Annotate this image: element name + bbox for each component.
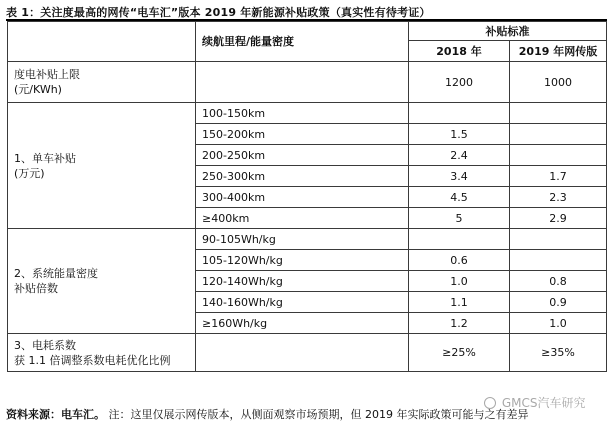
watermark xyxy=(484,394,585,411)
metric-cell: 120-140Wh/kg xyxy=(196,271,409,292)
section-label-line: 度电补贴上限 xyxy=(14,68,80,81)
value-2019-cell: 2.9 xyxy=(510,208,607,229)
value-2019-cell: 1000 xyxy=(510,62,607,103)
section-label xyxy=(8,229,196,334)
value-2019-cell xyxy=(510,145,607,166)
table-caption: 表 1：关注度最高的网传“电车汇”版本 2019 年新能源补贴政策（真实性有待考证） xyxy=(6,6,431,19)
table-row xyxy=(8,229,607,250)
source-label: 资料来源：电车汇。 xyxy=(6,408,105,421)
section-label-line: 3、电耗系数 xyxy=(14,338,76,352)
value-2019-cell: 0.8 xyxy=(510,271,607,292)
value-2019-cell: 1.7 xyxy=(510,166,607,187)
value-2019-cell: ≥35% xyxy=(510,334,607,372)
value-2018-cell xyxy=(409,103,510,124)
metric-cell: ≥400km xyxy=(196,208,409,229)
section-label xyxy=(8,334,196,372)
table-row xyxy=(8,334,607,372)
value-2019-cell xyxy=(510,124,607,145)
value-2018-cell: 0.6 xyxy=(409,250,510,271)
metric-cell: 300-400km xyxy=(196,187,409,208)
value-2018-cell xyxy=(409,229,510,250)
metric-cell: 105-120Wh/kg xyxy=(196,250,409,271)
value-2019-cell: 0.9 xyxy=(510,292,607,313)
subsidy-policy-table xyxy=(7,21,607,372)
section-label-line: 获 1.1 倍调整系数电耗优化比例 xyxy=(14,353,171,367)
metric-cell: ≥160Wh/kg xyxy=(196,313,409,334)
section-label-line: 补贴倍数 xyxy=(14,282,58,295)
section-label-line: (万元) xyxy=(14,166,45,180)
section-label xyxy=(8,62,196,103)
metric-cell: 90-105Wh/kg xyxy=(196,229,409,250)
header-subsidy-standard: 补贴标准 xyxy=(409,22,607,41)
section-label-line: (元/KWh) xyxy=(14,83,62,96)
value-2018-cell: 3.4 xyxy=(409,166,510,187)
metric-cell: 140-160Wh/kg xyxy=(196,292,409,313)
value-2018-cell: 1.2 xyxy=(409,313,510,334)
metric-cell: 250-300km xyxy=(196,166,409,187)
value-2018-cell: 1.5 xyxy=(409,124,510,145)
metric-cell: 100-150km xyxy=(196,103,409,124)
section-label-line: 1、单车补贴 xyxy=(14,151,76,165)
header-blank-cell xyxy=(8,22,196,62)
watermark-text: GMCS汽车研究 xyxy=(501,396,586,410)
table-row xyxy=(8,62,607,103)
metric-cell xyxy=(196,62,409,103)
header-2018: 2018 年 xyxy=(409,41,510,62)
value-2018-cell: 1.1 xyxy=(409,292,510,313)
table-row xyxy=(8,103,607,124)
value-2019-cell xyxy=(510,250,607,271)
header-row-1 xyxy=(8,22,607,41)
metric-cell: 200-250km xyxy=(196,145,409,166)
note-text: 注：这里仅展示网传版本，从侧面观察市场预期，但 2019 年实际政策可能与之有差异 xyxy=(108,408,529,421)
value-2019-cell: 2.3 xyxy=(510,187,607,208)
source-note xyxy=(6,406,529,422)
header-2019: 2019 年网传版 xyxy=(510,41,607,62)
value-2018-cell: 5 xyxy=(409,208,510,229)
value-2018-cell: 4.5 xyxy=(409,187,510,208)
value-2019-cell: 1.0 xyxy=(510,313,607,334)
value-2018-cell: 2.4 xyxy=(409,145,510,166)
value-2018-cell: 1200 xyxy=(409,62,510,103)
value-2018-cell: ≥25% xyxy=(409,334,510,372)
value-2019-cell xyxy=(510,103,607,124)
section-label-line: 2、系统能量密度 xyxy=(14,267,98,280)
section-label xyxy=(8,103,196,229)
value-2018-cell: 1.0 xyxy=(409,271,510,292)
watermark-logo-icon xyxy=(484,397,496,409)
value-2019-cell xyxy=(510,229,607,250)
header-metric: 续航里程/能量密度 xyxy=(196,22,409,62)
metric-cell xyxy=(196,334,409,372)
metric-cell: 150-200km xyxy=(196,124,409,145)
